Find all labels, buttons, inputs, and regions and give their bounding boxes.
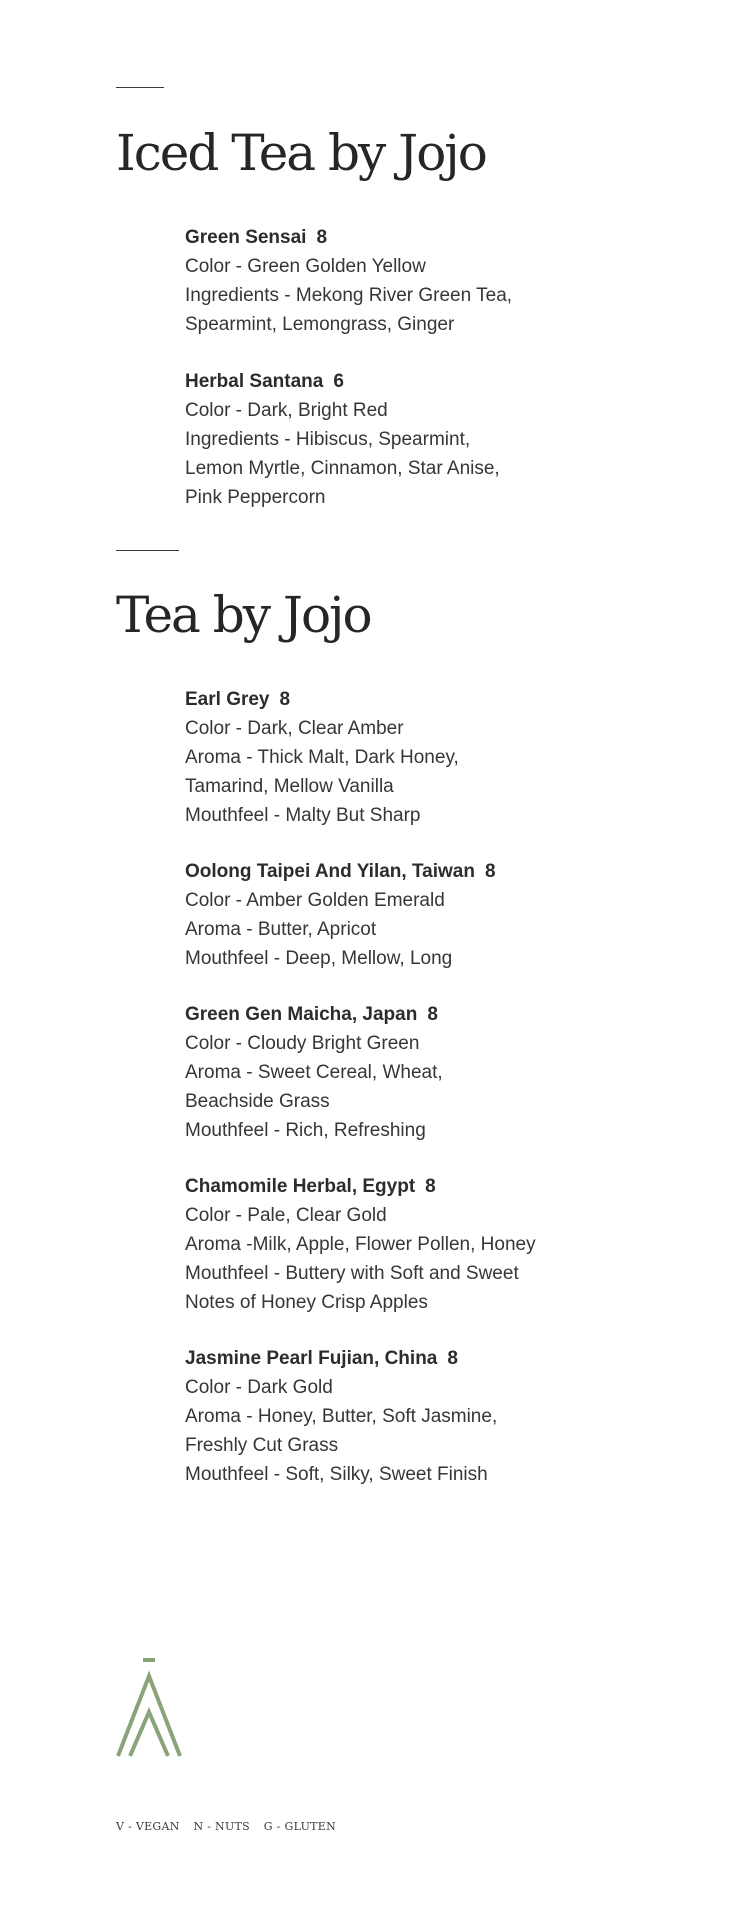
menu-item-heading	[185, 685, 705, 714]
legend-gluten: G - GLUTEN	[263, 1820, 337, 1833]
menu-item-detail: Notes of Honey Crisp Apples	[185, 1292, 428, 1313]
menu-item-name: Oolong Taipei And Yilan, Taiwan	[185, 861, 475, 882]
menu-item-detail: Color - Pale, Clear Gold	[185, 1205, 387, 1226]
section-divider	[116, 550, 179, 551]
menu-item-heading	[185, 223, 705, 252]
menu-item-detail: Aroma - Thick Malt, Dark Honey,	[185, 747, 459, 768]
section-divider	[116, 87, 164, 88]
menu-item-heading	[185, 857, 705, 886]
legend-vegan: V - VEGAN	[116, 1820, 180, 1833]
menu-item-detail: Mouthfeel - Soft, Silky, Sweet Finish	[185, 1464, 488, 1485]
menu-item	[185, 857, 705, 973]
menu-item-detail: Aroma - Sweet Cereal, Wheat,	[185, 1062, 443, 1083]
menu-item	[185, 223, 705, 339]
section-title: Iced Tea by Jojo	[116, 124, 486, 182]
menu-item-heading	[185, 1344, 705, 1373]
menu-item-price: 8	[316, 227, 328, 248]
menu-item-detail: Color - Cloudy Bright Green	[185, 1033, 420, 1054]
dietary-legend	[116, 1820, 346, 1833]
menu-item-detail: Pink Peppercorn	[185, 487, 326, 508]
menu-item-detail: Color - Green Golden Yellow	[185, 256, 426, 277]
menu-item-detail: Aroma - Honey, Butter, Soft Jasmine,	[185, 1406, 498, 1427]
menu-item-detail: Color - Dark, Clear Amber	[185, 718, 404, 739]
menu-item-detail: Tamarind, Mellow Vanilla	[185, 776, 394, 797]
menu-item-name: Green Sensai	[185, 227, 307, 248]
menu-item-heading	[185, 1000, 705, 1029]
menu-item-detail: Color - Dark Gold	[185, 1377, 333, 1398]
menu-item-detail: Aroma - Butter, Apricot	[185, 919, 377, 940]
menu-item-price: 8	[484, 861, 496, 882]
menu-item-detail: Aroma -Milk, Apple, Flower Pollen, Honey	[185, 1234, 536, 1255]
menu-item-detail: Lemon Myrtle, Cinnamon, Star Anise,	[185, 458, 500, 479]
letter-a-logo-icon	[116, 1658, 182, 1758]
menu-item-price: 8	[427, 1004, 438, 1025]
menu-item-detail: Color - Dark, Bright Red	[185, 400, 388, 421]
menu-item-detail: Mouthfeel - Buttery with Soft and Sweet	[185, 1263, 519, 1284]
menu-item	[185, 685, 705, 830]
menu-item-detail: Mouthfeel - Deep, Mellow, Long	[185, 948, 453, 969]
menu-item-name: Earl Grey	[185, 689, 270, 710]
menu-item-name: Jasmine Pearl Fujian, China	[185, 1348, 438, 1369]
section-title: Tea by Jojo	[116, 586, 371, 644]
menu-item-detail: Mouthfeel - Malty But Sharp	[185, 805, 421, 826]
menu-item-detail: Beachside Grass	[185, 1091, 330, 1112]
menu-item-detail: Ingredients - Hibiscus, Spearmint,	[185, 429, 471, 450]
menu-item	[185, 1172, 705, 1317]
menu-item	[185, 1344, 705, 1489]
menu-item-name: Chamomile Herbal, Egypt	[185, 1176, 416, 1197]
menu-item-price: 6	[333, 371, 344, 392]
menu-item-name: Green Gen Maicha, Japan	[185, 1004, 418, 1025]
menu-item-price: 8	[447, 1348, 458, 1369]
menu-item-heading	[185, 367, 705, 396]
menu-item-detail: Ingredients - Mekong River Green Tea,	[185, 285, 513, 306]
menu-item-detail: Color - Amber Golden Emerald	[185, 890, 445, 911]
menu-item-detail: Mouthfeel - Rich, Refreshing	[185, 1120, 426, 1141]
legend-nuts: N - NUTS	[193, 1820, 250, 1833]
menu-item-heading	[185, 1172, 705, 1201]
menu-item-price: 8	[279, 689, 291, 710]
menu-item-price: 8	[425, 1176, 436, 1197]
menu-item-name: Herbal Santana	[185, 371, 324, 392]
menu-item	[185, 367, 705, 512]
menu-item-detail: Spearmint, Lemongrass, Ginger	[185, 314, 455, 335]
menu-item	[185, 1000, 705, 1145]
menu-item-detail: Freshly Cut Grass	[185, 1435, 339, 1456]
